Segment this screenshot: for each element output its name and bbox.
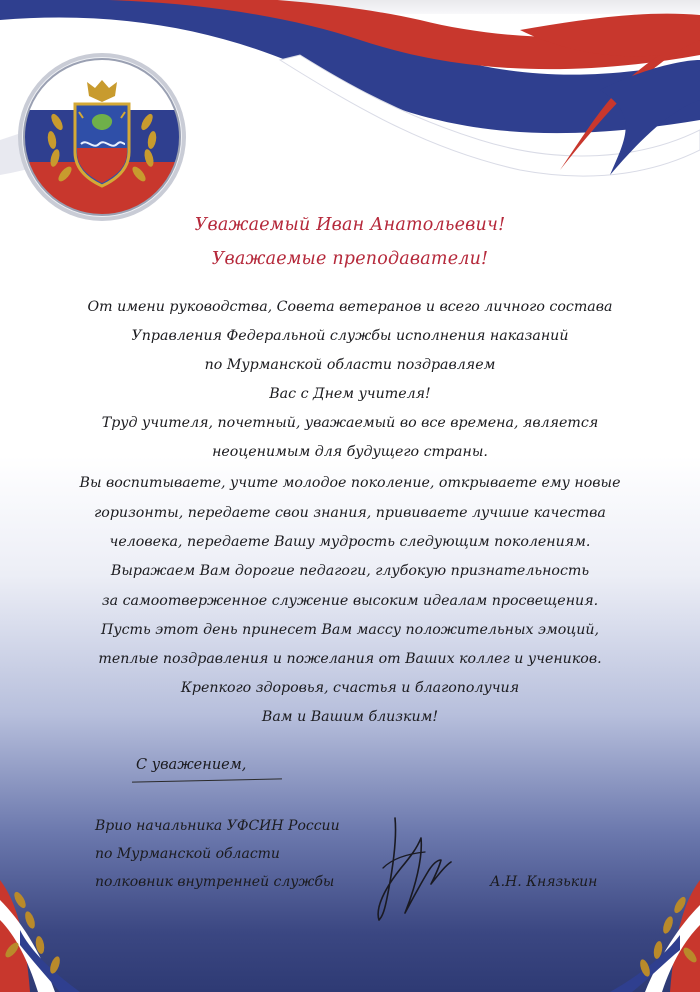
signer-position-line-3: полковник внутренней службы (95, 874, 335, 890)
body-line: Труд учителя, почетный, уважаемый во все времена, является (101, 415, 599, 431)
body-line: От имени руководства, Совета ветеранов и всего личного состава (87, 299, 613, 315)
body-line: Вам и Вашим близким! (261, 709, 439, 725)
body-line: Пусть этот день принесет Вам массу положительных эмоций, (101, 622, 599, 638)
body-line: человека, передаете Вашу мудрость следующим поколениям. (109, 534, 591, 550)
regional-coat-of-arms-icon (17, 52, 187, 222)
body-line: теплые поздравления и пожелания от Ваших коллег и учеников. (98, 651, 602, 667)
body-line: неоценимым для будущего страны. (212, 444, 488, 460)
body-line: Управления Федеральной службы исполнения наказаний (131, 328, 569, 344)
body-line: Вас с Днем учителя! (269, 386, 431, 402)
body-line: Вы воспитываете, учите молодое поколение, открываете ему новые (79, 475, 621, 491)
body-line: горизонты, передаете свои знания, прививаете лучшие качества (94, 505, 606, 521)
handwritten-signature-icon (365, 808, 455, 928)
body-line: по Мурманской области поздравляем (204, 357, 496, 373)
regards-text: С уважением, (136, 757, 247, 773)
body-line: Выражаем Вам дорогие педагоги, глубокую признательность (110, 563, 590, 579)
greeting-line-2: Уважаемые преподаватели! (211, 249, 489, 269)
body-line: за самоотверженное служение высоким идеалам просвещения. (101, 593, 599, 609)
greeting-line-1: Уважаемый Иван Анатольевич! (194, 215, 506, 235)
body-line: Крепкого здоровья, счастья и благополучия (180, 680, 520, 696)
signer-position-line-2: по Мурманской области (95, 846, 280, 862)
signer-name: А.Н. Князькин (490, 874, 598, 890)
signer-position-line-1: Врио начальника УФСИН России (95, 818, 340, 834)
